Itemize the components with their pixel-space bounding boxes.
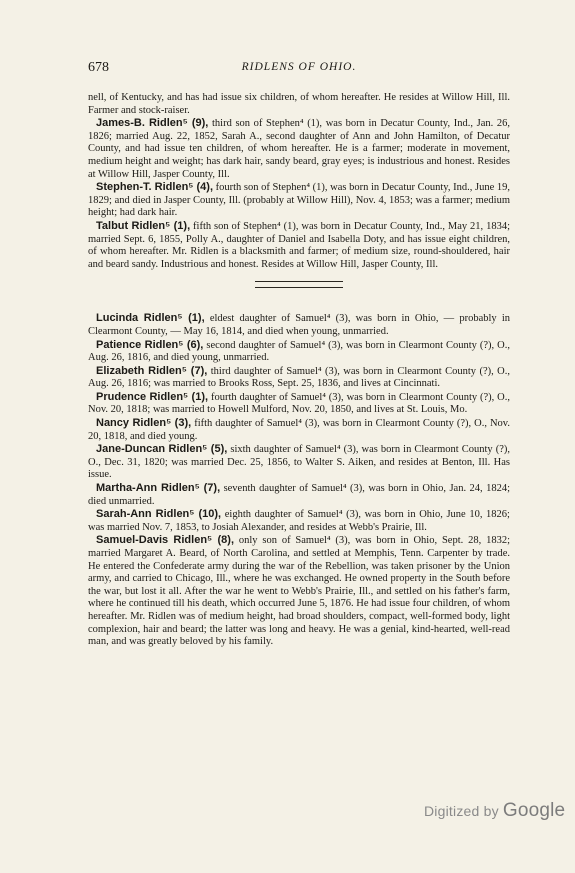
- watermark-brand: Google: [502, 800, 566, 821]
- genealogy-entry: [88, 312, 510, 338]
- genealogy-entry: [88, 391, 510, 417]
- genealogy-entry: [88, 482, 510, 508]
- entry-text: only son of Samuel⁴ (3), was born in Ohio, Sept. 28, 1832; married Margaret A. Beard, of North Carolina, and settled at Memphis, Tenn. Carpenter by trade. He entered the Confederate army during the war of the Rebellion, was taken prisoner by the Union army, and carried to Chicago, Ill., where he was exchanged. He owned property in the South before the war, but lost it all. After the war he went to Webb's Prairie, Ill., and settled on his father's farm, where he continued till his death, which occurred June 5, 1876. He had issue four children, of whom hereafter. Mr. Ridlen was of medium height, had broad shoulders, compact, well-formed body, light complexion, hair and beard; the latter was long and heavy. He was a genial, kind-hearted, well-read man, and was greatly beloved by his family.: [88, 535, 510, 648]
- person-name: Nancy Ridlen⁵ (3),: [96, 417, 192, 430]
- entry-text: seventh daughter of Samuel⁴ (3), was born in Ohio, Jan. 24, 1824; died unmarried.: [88, 483, 510, 507]
- book-page: [88, 60, 510, 649]
- person-name: Lucinda Ridlen⁵ (1),: [96, 312, 205, 325]
- digitized-watermark: [424, 800, 565, 822]
- entry-text: second daughter of Samuel⁴ (3), was born in Clearmont County (?), O., Aug. 26, 1816, and died young, unmarried.: [88, 339, 511, 364]
- person-name: Patience Ridlen⁵ (6),: [96, 338, 204, 351]
- person-name: Samuel-Davis Ridlen⁵ (8),: [96, 534, 234, 547]
- page-number: 678: [88, 60, 109, 75]
- genealogy-entry: [88, 534, 510, 648]
- running-head: RIDLENS OF OHIO.: [241, 61, 357, 73]
- genealogy-entry: [88, 508, 510, 534]
- person-name: Stephen-T. Ridlen⁵ (4),: [96, 181, 214, 194]
- genealogy-entry: [88, 181, 510, 220]
- entry-text: fourth son of Stephen⁴ (1), was born in Decatur County, Ind., June 19, 1829; and died in Jasper County, Ill. (probably at Willow Hill), Nov. 4, 1853; was a farmer; medium height; had dark hair.: [88, 182, 510, 219]
- section-stephen-sons: [88, 92, 510, 271]
- genealogy-entry: [88, 117, 510, 181]
- genealogy-entry: [88, 417, 510, 443]
- genealogy-entry: [88, 365, 510, 391]
- section-divider: [255, 281, 343, 288]
- person-name: Elizabeth Ridlen⁵ (7),: [96, 364, 208, 377]
- genealogy-entry: [88, 92, 510, 117]
- entry-text: sixth daughter of Samuel⁴ (3), was born in Clearmont County (?), O., Dec. 31, 1820; was married Dec. 25, 1856, to Walter S. Aiken, and resides at Benton, Ill. Has issue.: [88, 444, 510, 481]
- entry-text: nell, of Kentucky, and has had issue six children, of whom hereafter. He resides at Willow Hill, Ill. Farmer and stock-raiser.: [88, 92, 510, 116]
- person-name: Sarah-Ann Ridlen⁵ (10),: [96, 508, 222, 521]
- genealogy-entry: [88, 443, 510, 482]
- entry-text: fifth daughter of Samuel⁴ (3), was born in Clearmont County (?), O., Nov. 20, 1818, and died young.: [88, 418, 510, 442]
- person-name: Jane-Duncan Ridlen⁵ (5),: [96, 443, 228, 456]
- entry-text: fifth son of Stephen⁴ (1), was born in Decatur County, Ind., May 21, 1834; married Sept. 6, 1855, Polly A., daughter of Daniel and Isabella Doty, and has issue eight children, of whom hereafter. Mr. Ridlen is a blacksmith and farmer; of medium size, round-shouldered, hair and beard sandy. Industrious and honest. Resides at Willow Hill, Jasper County, Ill.: [88, 220, 510, 270]
- entry-text: fourth daughter of Samuel⁴ (3), was born in Clearmont County (?), O., Nov. 20, 1818; was married to Howell Mulford, Nov. 20, 1850, and lives at St. Louis, Mo.: [88, 391, 510, 416]
- entry-text: third daughter of Samuel⁴ (3), was born in Clearmont County (?), O., Aug. 26, 1816; was married to Brooks Ross, Sept. 25, 1836, and lives at Cincinnati.: [88, 365, 510, 390]
- person-name: Talbut Ridlen⁵ (1),: [96, 219, 191, 232]
- genealogy-entry: [88, 220, 510, 271]
- entry-text: third son of Stephen⁴ (1), was born in Decatur County, Ind., Jan. 26, 1826; married Aug. 22, 1852, Sarah A., second daughter of Ann and John Hamilton, of Decatur County, and had issue ten children, of whom hereafter. He is a farmer; moderate in movement, medium height and weight; has dark hair, sandy beard, gray eyes; is industrious and honest. Resides at Willow Hill, Jasper County, Ill.: [88, 118, 510, 180]
- person-name: Prudence Ridlen⁵ (1),: [96, 390, 209, 403]
- entry-text: eldest daughter of Samuel⁴ (3), was born in Ohio, — probably in Clearmont County, — May 16, 1814, and died when young, unmarried.: [88, 313, 511, 337]
- genealogy-entry: [88, 339, 510, 365]
- watermark-prefix: Digitized by: [424, 803, 499, 819]
- person-name: James-B. Ridlen⁵ (9),: [96, 117, 209, 130]
- page-header: [88, 60, 510, 78]
- section-samuel-children: [88, 312, 510, 648]
- person-name: Martha-Ann Ridlen⁵ (7),: [96, 482, 221, 495]
- entry-text: eighth daughter of Samuel⁴ (3), was born in Ohio, June 10, 1826; was married Nov. 7, 1853, to Josiah Alexander, and resides at Webb's Prairie, Ill.: [88, 509, 510, 533]
